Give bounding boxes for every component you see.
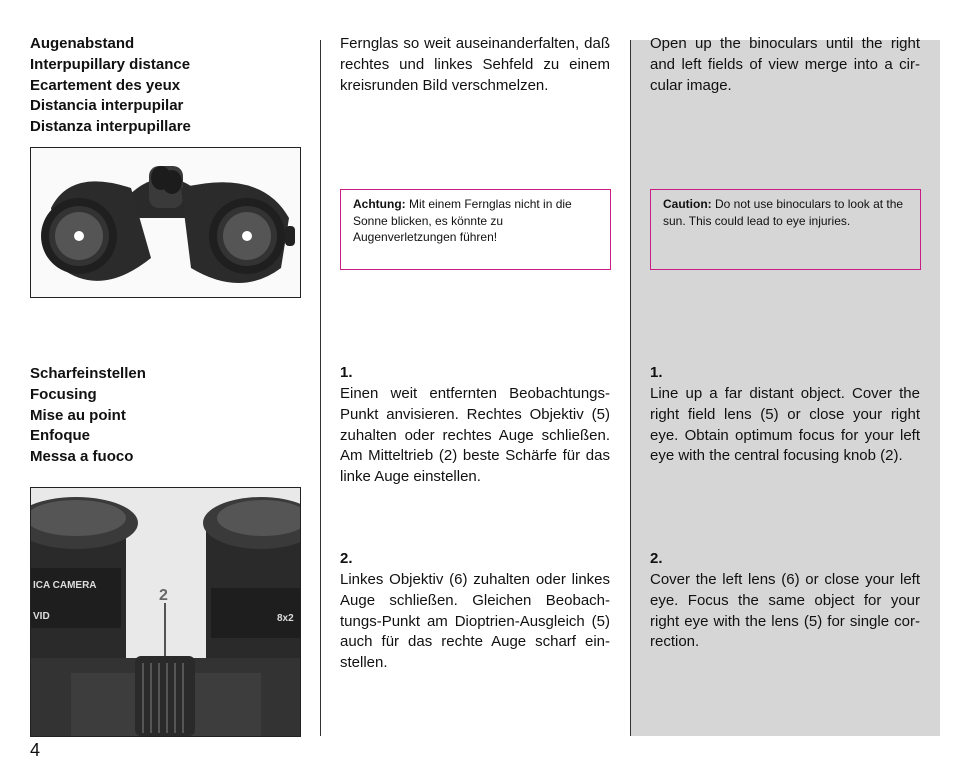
heading-it: Distanza interpupillare [30,118,191,136]
heading-de: Augenabstand [30,35,135,52]
de-step2-text: Linkes Objektiv (6) zuhalten oder linkes Auge schließen. Gleichen Beobach-tungs-Punkt am Dioptrien-Ausgleich (5) auch für das rechte Auge scharf ein-stellen. [340,571,610,672]
de-ipd-text: Fernglas so weit auseinanderfalten, daß rechtes und linkes Sehfeld zu einem kreisrunden Bild verschmelzen. [340,35,610,94]
focus-heading [30,364,146,468]
heading-it: Messa a fuoco [30,448,134,466]
de-step1-number: 1. [340,364,353,381]
heading-fr: Mise au point [30,406,126,424]
heading-es: Enfoque [30,427,90,445]
heading-en: Interpupillary distance [30,55,191,73]
en-ipd-text: Open up the binoculars until the right and left fields of view merge into a cir-cular image. [650,35,920,94]
en-warning-label: Caution: [663,197,712,211]
ipd-heading [30,34,191,138]
heading-fr: Ecartement des yeux [30,76,181,94]
de-warning-label: Achtung: [353,197,406,211]
binoculars-eyepiece-photo [30,147,301,298]
brand-label: ICA CAMERA [33,580,97,591]
de-step2-number: 2. [340,550,353,567]
en-step2-number: 2. [650,550,663,567]
column-divider-1 [320,40,321,736]
de-warning-text: Mit einem Fernglas nicht in die Sonne blicken, es könnte zu Augenverletzungen führen! [353,197,572,244]
de-step1-text: Einen weit entfernten Beobachtungs-Punkt anvisieren. Rechtes Objektiv (5) zuhalten oder rechtes Auge schließen. Am Mitteltrieb (2) beste Schärfe für das linke Auge einstellen. [340,385,610,486]
model-label-right: 8x2 [277,613,294,624]
callout-number: 2 [159,587,168,604]
page-number: 4 [30,740,41,760]
heading-es: Distancia interpupilar [30,97,184,115]
en-warning-text: Do not use binoculars to look at the sun. This could lead to eye injuries. [663,197,904,228]
en-step1-text: Line up a far distant object. Cover the right field lens (5) or close your right eye. Obtain optimum focus for your left eye with the central focusing knob (2). [650,385,920,465]
en-step2-text: Cover the left lens (6) or close your left eye. Focus the same object for your right eye with the lens (5) for single cor-rection. [650,571,920,651]
heading-en: Focusing [30,385,97,403]
en-step1-number: 1. [650,364,663,381]
de-warning-box [340,189,611,270]
heading-de: Scharfeinstellen [30,365,146,382]
model-label-left: VID [33,611,50,622]
focus-knob-photo [30,487,301,737]
column-divider-2 [630,40,631,736]
en-warning-box [650,189,921,270]
